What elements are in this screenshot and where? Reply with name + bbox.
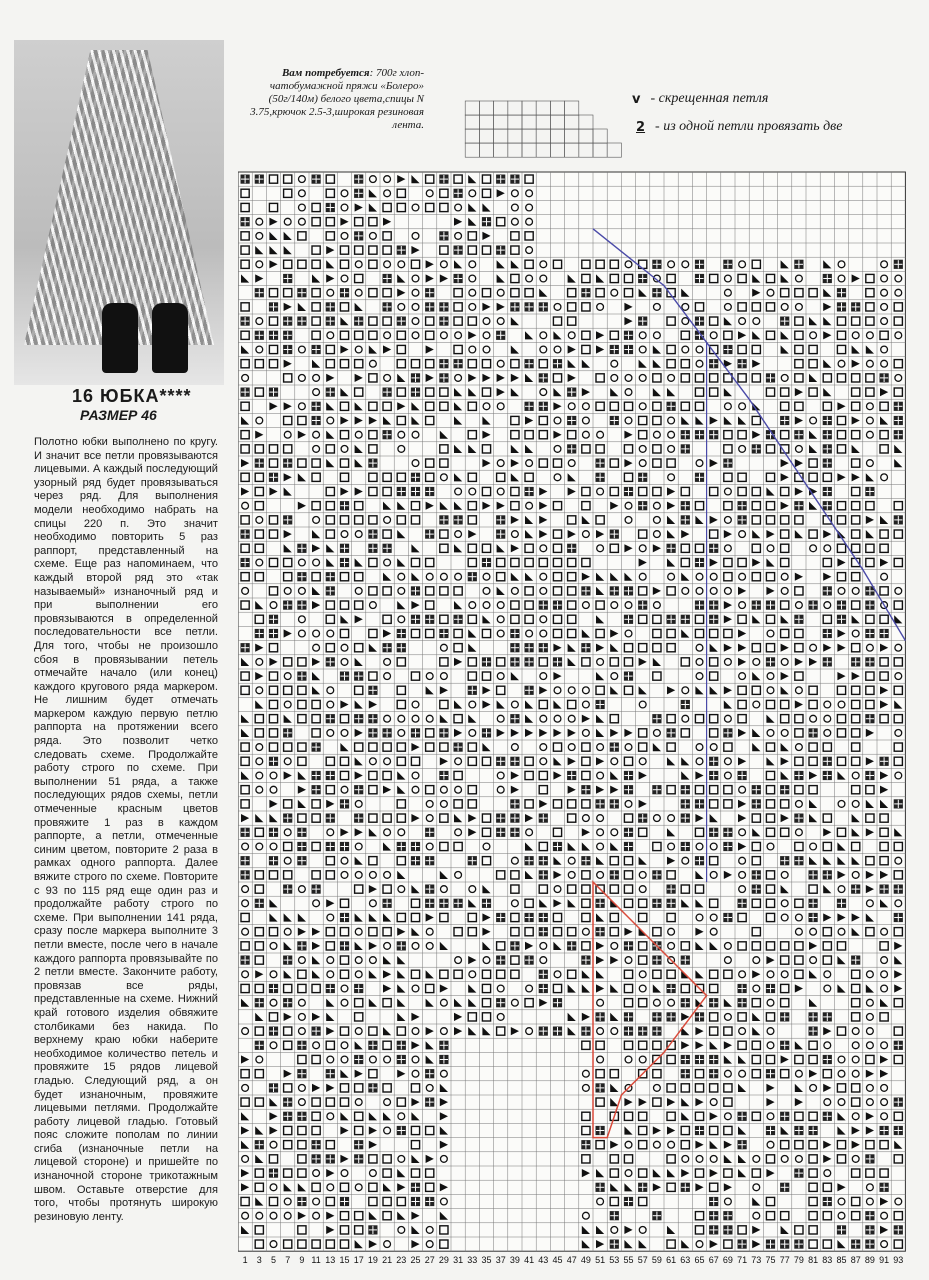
column-number: 57 [637, 1255, 648, 1265]
pattern-size: РАЗМЕР 46 [80, 407, 157, 423]
column-number: 81 [808, 1255, 819, 1265]
column-number: 37 [495, 1255, 506, 1265]
column-number: 67 [708, 1255, 719, 1265]
right-shoe-image [152, 303, 188, 373]
column-number: 27 [424, 1255, 435, 1265]
column-number: 47 [566, 1255, 577, 1265]
column-number: 41 [524, 1255, 535, 1265]
column-number: 49 [580, 1255, 591, 1265]
column-number: 25 [410, 1255, 421, 1265]
column-number: 61 [666, 1255, 677, 1265]
column-number: 5 [270, 1255, 277, 1265]
column-number: 77 [779, 1255, 790, 1265]
column-number: 71 [737, 1255, 748, 1265]
knitting-chart [238, 0, 909, 1265]
materials-text: : 700г хлоп-чатобумажной пряжи «Болеро» (50г/140м) белого цвета,спицы N 3.75,крючок 2.5-3,широкая резиновая лента. [250, 67, 424, 131]
column-number: 87 [850, 1255, 861, 1265]
legend-label: - из одной петли провязать две [655, 119, 843, 134]
column-number: 45 [552, 1255, 563, 1265]
column-number: 35 [481, 1255, 492, 1265]
crossed-stitch-icon: v [632, 91, 641, 107]
chart-column-numbers [243, 1255, 904, 1265]
column-number: 51 [595, 1255, 606, 1265]
column-number: 17 [353, 1255, 364, 1265]
instructions-text: Полотно юбки выполнено по кругу. И значит все петли провязываются лицевыми. А каждый последующий узорный ряд будет провязываться через ряд. Для выполнения модели необходимо набрать на спицы 220 п. Это значит необходимо повторить 5 раз раппорт, представленный на схеме. Еще раз напоминаем, что каждый второй ряд это «так называемый» изнаночный ряд и при выполнении его провязываются в определенной последовательности все петли. Для того, чтобы не произошло сбоя в провязывании петель отмечайте начало (или конец) каждого кругового ряда маркером. Не лишним будет отмечать маркером каждую первую петлю раппорта на протяжении всего ряда. Это позволит четко следовать схеме. Продолжайте работу строго по схеме. При выполнении 51 ряда, а также последующих рядов схемы, петли отмеченные красным цветов провяжите 1 раз в каждом раппорте, а петли, отмеченные синим цветом, повторите 2 раза в рамках одного раппорта. Далее вяжите строго по схеме. Повторите с 93 по 115 ряд еще один раз и продолжайте работу строго по схеме. При выполнении 141 ряда, сразу после маркера выполните 3 петли вместе, после чего в начале каждого раппорта провязывайте по 2 петли вместе. Закончите работу, провязав все ряды, представленные на схеме. Нижний край готового изделия обвяжите столбиками без накида. По верхнему краю юбки наберите необходимое количество петель и провяжите 15 рядов лицевой гладью. Следующий ряд, а он будет изнаночным, провяжите лицевыми петлями. Продолжайте работу лицевой гладью. Готовый пояс сложите пополам по линии сгиба (изнаночные петли на лицевой стороне) и пришейте по изнаночной стороне трикотажным швом. Оставьте отверстие для того, чтобы протянуть широкую резиновую ленту. [34, 436, 218, 1223]
column-number: 85 [836, 1255, 847, 1265]
materials-label: Вам потребуется [281, 67, 370, 79]
column-number: 89 [864, 1255, 875, 1265]
column-number: 39 [509, 1255, 520, 1265]
column-number: 55 [623, 1255, 634, 1265]
column-number: 73 [751, 1255, 762, 1265]
column-number: 23 [396, 1255, 407, 1265]
column-number: 63 [680, 1255, 691, 1265]
pattern-title: 16 ЮБКА**** [72, 386, 192, 406]
column-number: 31 [453, 1255, 464, 1265]
column-number: 33 [467, 1255, 478, 1265]
column-number: 93 [893, 1255, 904, 1265]
column-number: 75 [765, 1255, 776, 1265]
column-number: 59 [651, 1255, 662, 1265]
skirt-image [24, 50, 214, 345]
column-number: 3 [256, 1255, 262, 1265]
chart-top-section [465, 101, 621, 157]
column-number: 9 [299, 1255, 305, 1265]
column-number: 91 [879, 1255, 890, 1265]
column-number: 19 [367, 1255, 378, 1265]
column-number: 69 [722, 1255, 733, 1265]
column-number: 83 [822, 1255, 833, 1265]
column-number: 43 [538, 1255, 549, 1265]
column-number: 21 [382, 1255, 393, 1265]
column-number: 29 [438, 1255, 449, 1265]
increase-icon: 2 [636, 119, 646, 135]
chart-grid [238, 172, 905, 1251]
column-number: 11 [311, 1255, 321, 1265]
column-number: 13 [325, 1255, 336, 1265]
column-number: 7 [285, 1255, 291, 1265]
column-number: 79 [793, 1255, 804, 1265]
left-shoe-image [102, 303, 138, 373]
column-number: 65 [694, 1255, 705, 1265]
column-number: 1 [242, 1255, 248, 1265]
column-number: 53 [609, 1255, 620, 1265]
column-number: 15 [339, 1255, 350, 1265]
skirt-photo [14, 40, 224, 385]
legend-label: - скрещенная петля [650, 91, 769, 106]
